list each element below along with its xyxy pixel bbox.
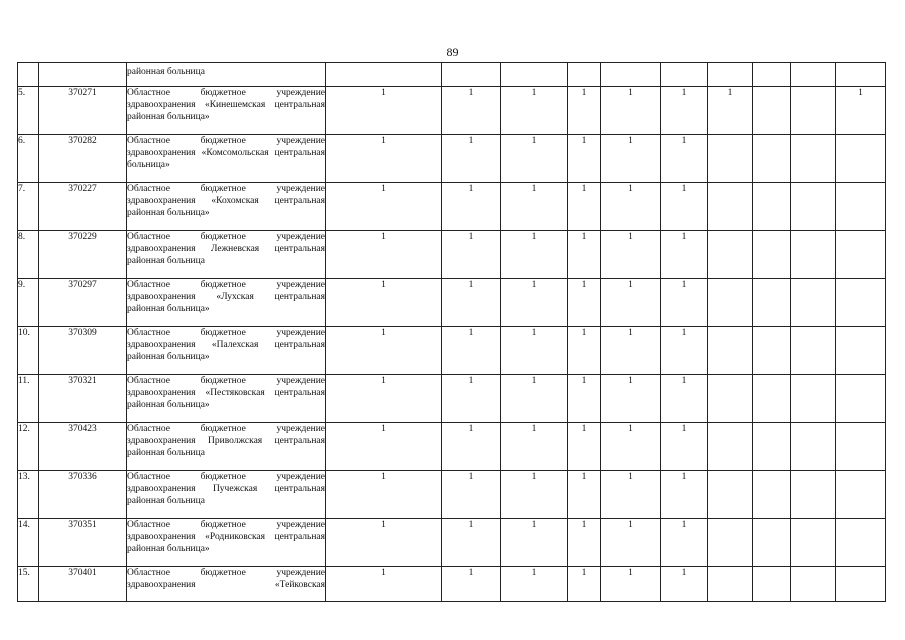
cell-value: 1 bbox=[601, 231, 661, 279]
cell-value bbox=[791, 87, 836, 135]
cell-num: 6. bbox=[18, 135, 39, 183]
cell-value: 1 bbox=[661, 231, 708, 279]
cell-name: районная больница bbox=[127, 63, 326, 87]
cell-value bbox=[791, 375, 836, 423]
cell-code: 370227 bbox=[39, 183, 127, 231]
cell-value bbox=[708, 423, 753, 471]
cell-value bbox=[753, 567, 791, 602]
cell-value: 1 bbox=[442, 87, 501, 135]
cell-value bbox=[836, 519, 886, 567]
cell-name: Областное бюджетное учреждение здравоохранения Приволжская центральная районная больница bbox=[127, 423, 326, 471]
cell-value: 1 bbox=[601, 423, 661, 471]
cell-code: 370401 bbox=[39, 567, 127, 602]
cell-code: 370282 bbox=[39, 135, 127, 183]
cell-value: 1 bbox=[326, 567, 442, 602]
cell-value: 1 bbox=[442, 567, 501, 602]
cell-value bbox=[791, 279, 836, 327]
cell-value: 1 bbox=[601, 567, 661, 602]
cell-value: 1 bbox=[501, 423, 568, 471]
cell-num: 10. bbox=[18, 327, 39, 375]
cell-value: 1 bbox=[601, 135, 661, 183]
cell-value bbox=[708, 375, 753, 423]
page-number: 89 bbox=[446, 45, 459, 59]
cell-value: 1 bbox=[568, 231, 601, 279]
cell-value: 1 bbox=[661, 279, 708, 327]
cell-name: Областное бюджетное учреждение здравоохранения «Тейковская bbox=[127, 567, 326, 602]
cell-value: 1 bbox=[501, 567, 568, 602]
cell-value bbox=[708, 519, 753, 567]
cell-value: 1 bbox=[326, 87, 442, 135]
cell-value: 1 bbox=[601, 279, 661, 327]
cell-num bbox=[18, 63, 39, 87]
cell-value: 1 bbox=[661, 135, 708, 183]
cell-value bbox=[791, 183, 836, 231]
cell-value: 1 bbox=[442, 231, 501, 279]
cell-value: 1 bbox=[326, 135, 442, 183]
table-row bbox=[18, 279, 886, 327]
cell-value: 1 bbox=[501, 279, 568, 327]
cell-value bbox=[708, 327, 753, 375]
cell-num: 12. bbox=[18, 423, 39, 471]
cell-value: 1 bbox=[501, 183, 568, 231]
cell-value: 1 bbox=[568, 519, 601, 567]
cell-name: Областное бюджетное учреждение здравоохранения Пучежская центральная районная больница bbox=[127, 471, 326, 519]
cell-value: 1 bbox=[568, 327, 601, 375]
cell-num: 14. bbox=[18, 519, 39, 567]
table-row bbox=[18, 567, 886, 602]
cell-name: Областное бюджетное учреждение здравоохранения «Кинешемская центральная районная больница» bbox=[127, 87, 326, 135]
cell-value: 1 bbox=[601, 471, 661, 519]
cell-value: 1 bbox=[661, 183, 708, 231]
cell-value: 1 bbox=[501, 87, 568, 135]
cell-value: 1 bbox=[442, 519, 501, 567]
cell-value bbox=[708, 279, 753, 327]
cell-value: 1 bbox=[326, 471, 442, 519]
cell-name: Областное бюджетное учреждение здравоохранения «Родниковская центральная районная больница» bbox=[127, 519, 326, 567]
cell-value: 1 bbox=[601, 519, 661, 567]
cell-value: 1 bbox=[442, 135, 501, 183]
cell-value: 1 bbox=[836, 87, 886, 135]
table-row bbox=[18, 375, 886, 423]
cell-value bbox=[791, 519, 836, 567]
cell-value: 1 bbox=[326, 327, 442, 375]
cell-value: 1 bbox=[501, 231, 568, 279]
cell-value: 1 bbox=[708, 87, 753, 135]
cell-value: 1 bbox=[568, 135, 601, 183]
cell-value bbox=[836, 279, 886, 327]
cell-value bbox=[753, 519, 791, 567]
cell-value: 1 bbox=[568, 567, 601, 602]
cell-value: 1 bbox=[661, 87, 708, 135]
cell-value: 1 bbox=[326, 279, 442, 327]
cell-value bbox=[753, 279, 791, 327]
table-row bbox=[18, 519, 886, 567]
cell-num: 5. bbox=[18, 87, 39, 135]
cell-value: 1 bbox=[326, 423, 442, 471]
cell-value bbox=[708, 135, 753, 183]
cell-value: 1 bbox=[661, 567, 708, 602]
table-row bbox=[18, 231, 886, 279]
cell-value: 1 bbox=[601, 375, 661, 423]
cell-num: 8. bbox=[18, 231, 39, 279]
cell-value bbox=[753, 471, 791, 519]
cell-code: 370423 bbox=[39, 423, 127, 471]
cell-value: 1 bbox=[326, 183, 442, 231]
cell-code bbox=[39, 63, 127, 87]
cell-num: 13. bbox=[18, 471, 39, 519]
cell-code: 370297 bbox=[39, 279, 127, 327]
cell-value bbox=[791, 423, 836, 471]
cell-value: 1 bbox=[568, 471, 601, 519]
cell-value bbox=[753, 231, 791, 279]
cell-value bbox=[791, 567, 836, 602]
cell-value bbox=[791, 231, 836, 279]
cell-code: 370336 bbox=[39, 471, 127, 519]
cell-value: 1 bbox=[501, 375, 568, 423]
cell-value: 1 bbox=[501, 135, 568, 183]
cell-value: 1 bbox=[568, 279, 601, 327]
cell-value bbox=[708, 471, 753, 519]
cell-value bbox=[708, 231, 753, 279]
cell-value bbox=[791, 135, 836, 183]
cell-value bbox=[836, 231, 886, 279]
cell-value bbox=[836, 135, 886, 183]
cell-value: 1 bbox=[442, 279, 501, 327]
cell-value bbox=[791, 327, 836, 375]
cell-num: 11. bbox=[18, 375, 39, 423]
cell-value bbox=[836, 183, 886, 231]
cell-value: 1 bbox=[568, 423, 601, 471]
cell-name: Областное бюджетное учреждение здравоохранения «Лухская центральная районная больница» bbox=[127, 279, 326, 327]
cell-name: Областное бюджетное учреждение здравоохранения «Кохомская центральная районная больница» bbox=[127, 183, 326, 231]
cell-name: Областное бюджетное учреждение здравоохранения «Пестяковская центральная районная больница» bbox=[127, 375, 326, 423]
cell-code: 370321 bbox=[39, 375, 127, 423]
cell-value: 1 bbox=[442, 471, 501, 519]
cell-value: 1 bbox=[601, 87, 661, 135]
cell-name: Областное бюджетное учреждение здравоохранения «Палехская центральная районная больница» bbox=[127, 327, 326, 375]
hospital-table bbox=[17, 62, 886, 602]
cell-value bbox=[791, 471, 836, 519]
cell-num: 7. bbox=[18, 183, 39, 231]
cell-num: 15. bbox=[18, 567, 39, 602]
table-row bbox=[18, 471, 886, 519]
cell-code: 370309 bbox=[39, 327, 127, 375]
cell-value bbox=[836, 567, 886, 602]
cell-value: 1 bbox=[501, 327, 568, 375]
cell-value: 1 bbox=[501, 519, 568, 567]
table-row-continued bbox=[18, 63, 886, 87]
cell-value: 1 bbox=[661, 471, 708, 519]
cell-value: 1 bbox=[601, 327, 661, 375]
cell-value: 1 bbox=[442, 423, 501, 471]
cell-value: 1 bbox=[568, 87, 601, 135]
cell-value bbox=[836, 327, 886, 375]
cell-value bbox=[753, 375, 791, 423]
cell-value bbox=[836, 471, 886, 519]
cell-value: 1 bbox=[601, 183, 661, 231]
cell-value bbox=[753, 327, 791, 375]
cell-value: 1 bbox=[326, 231, 442, 279]
cell-value bbox=[836, 423, 886, 471]
cell-value: 1 bbox=[661, 327, 708, 375]
cell-value: 1 bbox=[661, 423, 708, 471]
cell-value: 1 bbox=[661, 519, 708, 567]
cell-value bbox=[708, 183, 753, 231]
cell-value: 1 bbox=[442, 327, 501, 375]
cell-value: 1 bbox=[661, 375, 708, 423]
cell-code: 370351 bbox=[39, 519, 127, 567]
cell-value bbox=[836, 375, 886, 423]
table-row bbox=[18, 327, 886, 375]
cell-num: 9. bbox=[18, 279, 39, 327]
table-row bbox=[18, 87, 886, 135]
table-row bbox=[18, 135, 886, 183]
cell-value: 1 bbox=[326, 375, 442, 423]
cell-value bbox=[708, 567, 753, 602]
cell-value bbox=[753, 135, 791, 183]
cell-name: Областное бюджетное учреждение здравоохранения «Комсомольская центральная больница» bbox=[127, 135, 326, 183]
cell-value: 1 bbox=[501, 471, 568, 519]
cell-value bbox=[753, 423, 791, 471]
cell-code: 370271 bbox=[39, 87, 127, 135]
cell-value bbox=[753, 183, 791, 231]
cell-value: 1 bbox=[326, 519, 442, 567]
cell-value: 1 bbox=[442, 375, 501, 423]
cell-value: 1 bbox=[442, 183, 501, 231]
cell-name: Областное бюджетное учреждение здравоохранения Лежневская центральная районная больница bbox=[127, 231, 326, 279]
cell-code: 370229 bbox=[39, 231, 127, 279]
cell-value bbox=[753, 87, 791, 135]
table-row bbox=[18, 183, 886, 231]
cell-value: 1 bbox=[568, 183, 601, 231]
cell-value: 1 bbox=[568, 375, 601, 423]
table-row bbox=[18, 423, 886, 471]
